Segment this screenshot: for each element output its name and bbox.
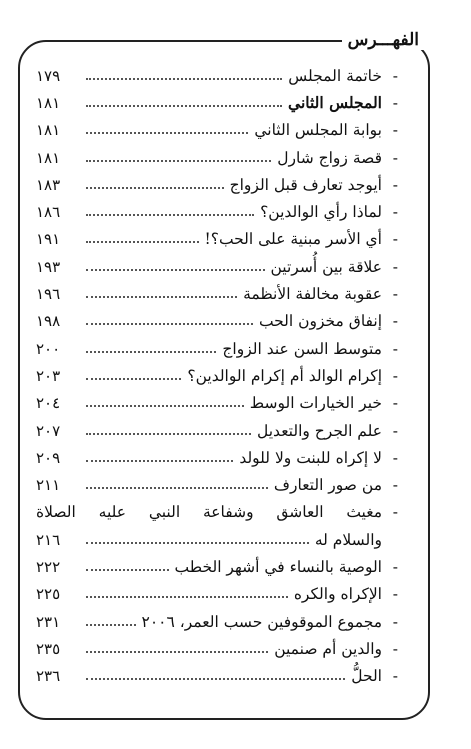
toc-entry-title: إنفاق مخزون الحب bbox=[258, 312, 382, 331]
toc-entry[interactable] bbox=[36, 635, 398, 662]
toc-entry-dash: - bbox=[392, 148, 398, 167]
toc-entry-leader bbox=[86, 596, 288, 598]
toc-entry-page-number: ٢٠٣ bbox=[36, 366, 61, 385]
toc-entry-leader bbox=[86, 460, 233, 462]
toc-entry[interactable] bbox=[36, 553, 398, 580]
toc-entry-leader bbox=[86, 678, 345, 680]
toc-entry-page-number: ١٨٦ bbox=[36, 203, 61, 222]
toc-entry-page-number: ٢٣٦ bbox=[36, 667, 61, 686]
toc-entry-title: أيوجد تعارف قبل الزواج bbox=[229, 175, 382, 194]
toc-entry-leader bbox=[86, 651, 268, 653]
toc-entry[interactable] bbox=[36, 198, 398, 225]
toc-entry-dash: - bbox=[392, 121, 398, 140]
toc-entry[interactable] bbox=[36, 308, 398, 335]
toc-entry-page-number: ١٩١ bbox=[36, 230, 61, 249]
toc-entry-leader bbox=[86, 269, 265, 271]
toc-entry-leader bbox=[86, 105, 282, 107]
toc-entry-leader bbox=[86, 569, 169, 571]
toc-entry-title: الحلُّ bbox=[351, 667, 382, 686]
toc-entry-dash: - bbox=[392, 230, 398, 249]
toc-entry-leader bbox=[86, 214, 254, 216]
toc-entry-title: بوابة المجلس الثاني bbox=[254, 121, 382, 140]
toc-entry-page-number: ١٩٣ bbox=[36, 257, 61, 276]
toc-entry-dash: - bbox=[392, 476, 398, 495]
toc-entry-dash: - bbox=[392, 585, 398, 604]
toc-entry[interactable] bbox=[36, 581, 398, 608]
toc-entry-leader bbox=[86, 542, 309, 544]
toc-entry[interactable] bbox=[36, 362, 398, 389]
toc-entry-dash: - bbox=[392, 667, 398, 686]
toc-entry-page-number: ٢٠٧ bbox=[36, 421, 61, 440]
toc-entry-title: لا إكراه للبنت ولا للولد bbox=[239, 448, 382, 467]
toc-entry-title: علاقة بين أُسرتين bbox=[270, 257, 382, 276]
toc-entry[interactable] bbox=[36, 117, 398, 144]
toc-entry-leader bbox=[86, 487, 268, 489]
toc-entry-page-number: ٢٢٥ bbox=[36, 585, 61, 604]
toc-entry[interactable] bbox=[36, 62, 398, 89]
toc-entry-title: الوصية بالنساء في أشهر الخطب bbox=[174, 557, 382, 576]
toc-entry-leader bbox=[86, 433, 251, 435]
toc-entry-leader bbox=[86, 296, 237, 298]
toc-entry-dash: - bbox=[392, 203, 398, 222]
toc-entry-title: الإكراه والكره bbox=[293, 585, 382, 604]
toc-entry-page-number: ٢٠٤ bbox=[36, 394, 61, 413]
toc-entry-dash: - bbox=[392, 503, 398, 522]
toc-entry-page-number: ١٨٣ bbox=[36, 175, 61, 194]
toc-entry-dash: - bbox=[392, 394, 398, 413]
toc-entry-page-number: ١٨١ bbox=[36, 93, 61, 112]
toc-entry-page-number: ٢٢٢ bbox=[36, 557, 61, 576]
toc-entry-leader bbox=[86, 187, 224, 189]
toc-entry-dash: - bbox=[392, 366, 398, 385]
toc-entry-leader bbox=[86, 378, 181, 380]
toc-entry-page-number: ٢١١ bbox=[36, 476, 61, 495]
toc-entry[interactable] bbox=[36, 417, 398, 444]
toc-entry-page-number: ١٨١ bbox=[36, 121, 61, 140]
toc-entry[interactable] bbox=[36, 390, 398, 417]
toc-entry-leader bbox=[86, 624, 136, 626]
toc-entry-dash: - bbox=[392, 312, 398, 331]
toc-entry-dash: - bbox=[392, 639, 398, 658]
toc-entry-title: لماذا رأي الوالدين؟ bbox=[260, 203, 382, 222]
toc-entry-title: أي الأسر مبنية على الحب؟! bbox=[204, 230, 382, 249]
toc-entry-dash: - bbox=[392, 557, 398, 576]
toc-entry-leader bbox=[86, 323, 253, 325]
toc-entry-dash: - bbox=[392, 66, 398, 85]
toc-entry-title: علم الجرح والتعديل bbox=[257, 421, 382, 440]
table-of-contents bbox=[36, 62, 398, 690]
toc-entry-dash: - bbox=[392, 612, 398, 631]
toc-entry-leader bbox=[86, 78, 282, 80]
toc-entry[interactable] bbox=[36, 89, 398, 116]
toc-entry-dash: - bbox=[392, 285, 398, 304]
toc-entry[interactable] bbox=[36, 280, 398, 307]
toc-entry[interactable] bbox=[36, 526, 398, 553]
toc-entry-page-number: ٢٣١ bbox=[36, 612, 61, 631]
toc-entry[interactable] bbox=[36, 663, 398, 690]
toc-entry-title: خاتمة المجلس bbox=[288, 66, 382, 85]
toc-entry-page-number: ٢١٦ bbox=[36, 530, 61, 549]
toc-entry-dash: - bbox=[392, 339, 398, 358]
toc-entry-title: والسلام له bbox=[314, 530, 382, 549]
toc-entry[interactable] bbox=[36, 471, 398, 498]
toc-entry[interactable] bbox=[36, 171, 398, 198]
toc-entry-page-number: ٢٣٥ bbox=[36, 639, 61, 658]
toc-entry-leader bbox=[86, 160, 271, 162]
toc-entry-dash: - bbox=[392, 421, 398, 440]
toc-entry-title: متوسط السن عند الزواج bbox=[222, 339, 382, 358]
toc-entry-page-number: ٢٠٩ bbox=[36, 448, 61, 467]
toc-entry-dash: - bbox=[392, 448, 398, 467]
toc-entry-title: المجلس الثاني bbox=[288, 93, 382, 113]
toc-entry[interactable] bbox=[36, 608, 398, 635]
toc-entry[interactable] bbox=[36, 444, 398, 471]
toc-entry-title: من صور التعارف bbox=[273, 476, 382, 495]
toc-entry-leader bbox=[86, 351, 216, 353]
toc-entry[interactable] bbox=[36, 226, 398, 253]
toc-entry-leader bbox=[86, 405, 244, 407]
toc-entry-dash: - bbox=[392, 93, 398, 112]
toc-entry-title: قصة زواج شارل bbox=[277, 148, 382, 167]
toc-entry-page-number: ١٧٩ bbox=[36, 66, 61, 85]
toc-entry-page-number: ١٩٨ bbox=[36, 312, 61, 331]
toc-entry[interactable] bbox=[36, 144, 398, 171]
toc-entry-dash: - bbox=[392, 175, 398, 194]
toc-entry-leader bbox=[86, 241, 199, 243]
toc-entry-title: مجموع الموقوفين حسب العمر، ٢٠٠٦ bbox=[141, 612, 382, 631]
toc-entry-title: مغيث العاشق وشفاعة النبي عليه الصلاة bbox=[36, 503, 382, 522]
toc-entry-page-number: ٢٠٠ bbox=[36, 339, 61, 358]
toc-entry-leader bbox=[86, 132, 248, 134]
toc-entry-page-number: ١٨١ bbox=[36, 148, 61, 167]
toc-entry[interactable] bbox=[36, 335, 398, 362]
toc-entry[interactable] bbox=[36, 253, 398, 280]
toc-entry[interactable] bbox=[36, 499, 398, 526]
toc-entry-title: عقوبة مخالفة الأنظمة bbox=[243, 285, 382, 304]
toc-entry-dash: - bbox=[392, 257, 398, 276]
toc-entry-title: والدين أم صنمين bbox=[274, 639, 382, 658]
toc-entry-page-number: ١٩٦ bbox=[36, 285, 61, 304]
toc-entry-title: إكرام الوالد أم إكرام الوالدين؟ bbox=[187, 366, 382, 385]
toc-entry-title: خير الخيارات الوسط bbox=[249, 394, 382, 413]
index-title: الفهـــرس bbox=[342, 30, 425, 50]
